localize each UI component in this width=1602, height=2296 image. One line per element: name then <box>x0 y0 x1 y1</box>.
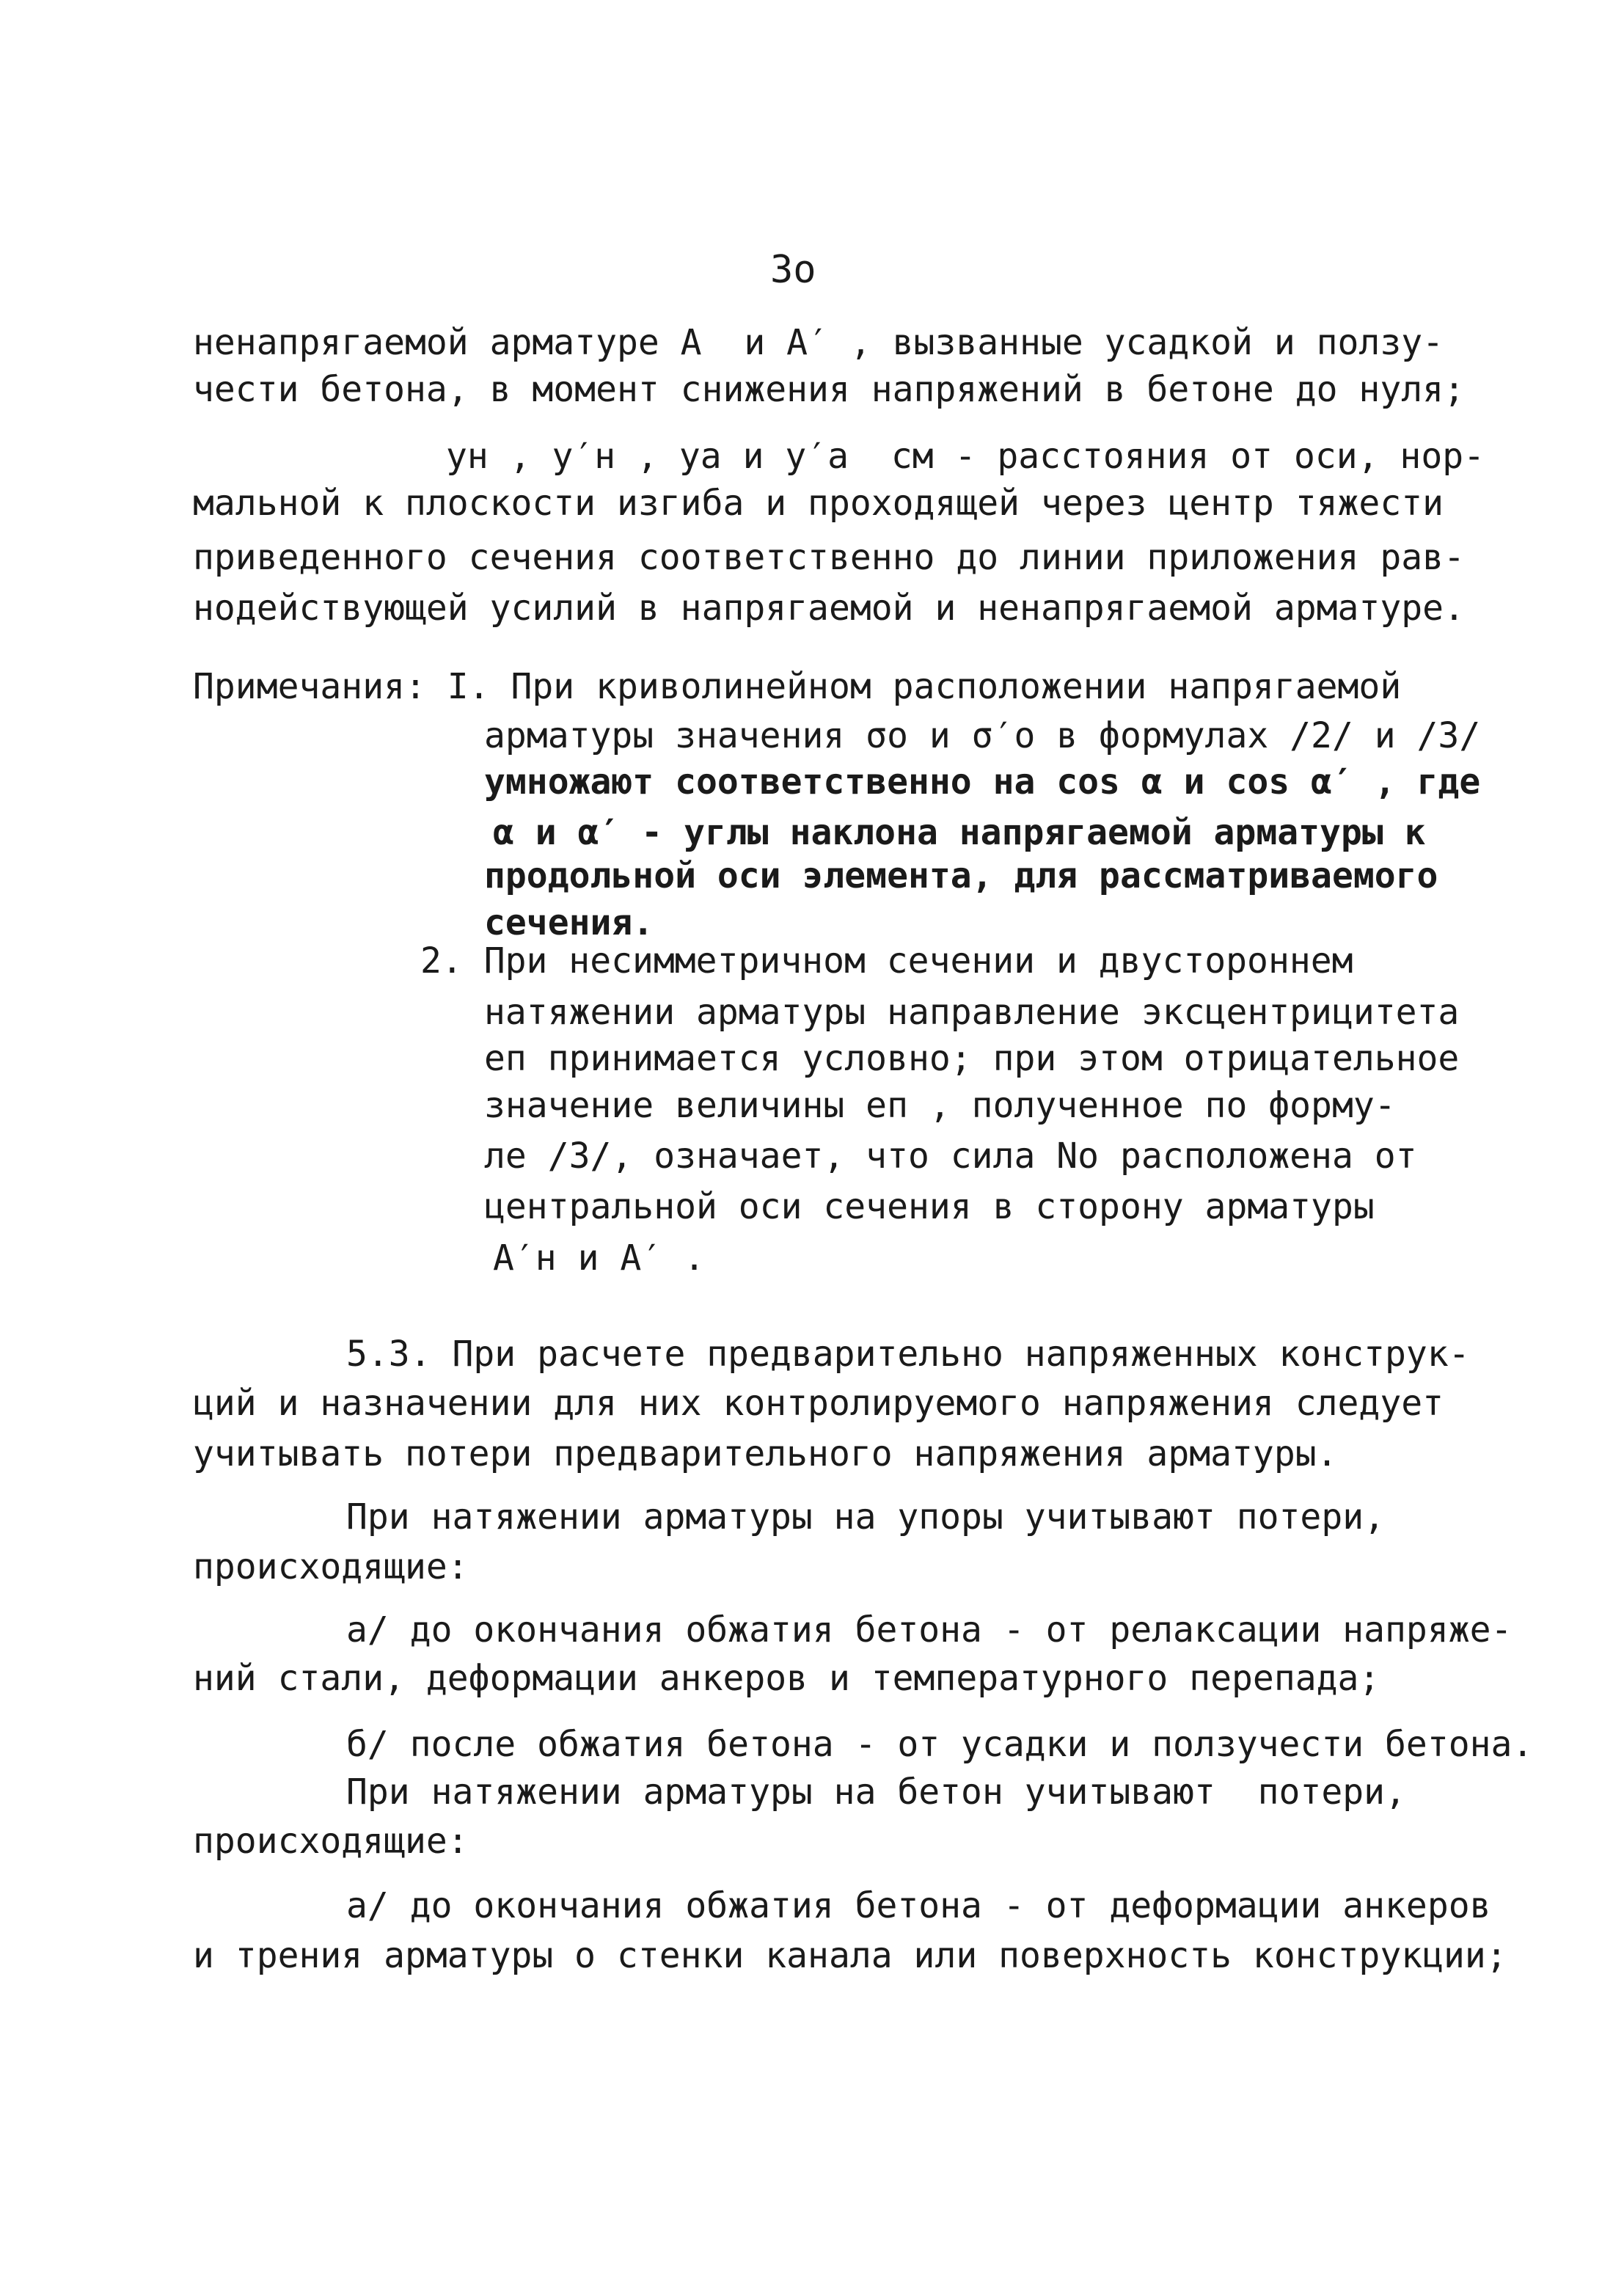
text-line: происходящие: <box>193 1546 469 1587</box>
text-line: ций и назначении для них контролируемого напряжения следует <box>193 1383 1444 1424</box>
text-line: мальной к плоскости изгиба и проходящей через центр тяжести <box>193 483 1444 524</box>
text-line: нодействующей усилий в напрягаемой и ненапрягаемой арматуре. <box>193 588 1465 629</box>
text-line: центральной оси сечения в сторону арматуры <box>484 1186 1375 1227</box>
text-line: 2. При несимметричном сечении и двустороннем <box>420 940 1353 981</box>
text-line: А′н и А′ . <box>493 1237 705 1279</box>
page-number: 3о <box>770 248 816 292</box>
text-line: происходящие: <box>193 1821 469 1862</box>
text-line: умножают соответственно на cos α и cos α′ , где <box>484 761 1481 802</box>
text-line: ний стали, деформации анкеров и температурного перепада; <box>193 1658 1380 1699</box>
text-line: ле /3/, означает, что сила Nо расположена от <box>484 1136 1417 1177</box>
text-line: Примечания: I. При криволинейном расположении напрягаемой <box>193 666 1402 707</box>
text-line: приведенного сечения соответственно до линии приложения рав- <box>193 537 1465 578</box>
text-line: б/ после обжатия бетона - от усадки и ползучести бетона. <box>346 1724 1534 1765</box>
text-line: чести бетона, в момент снижения напряжений в бетоне до нуля; <box>193 369 1465 410</box>
text-line: При натяжении арматуры на бетон учитывают потери, <box>346 1772 1406 1813</box>
text-line: α и α′ - углы наклона напрягаемой арматуры к <box>493 812 1426 853</box>
text-line: учитывать потери предварительного напряжения арматуры. <box>193 1433 1338 1474</box>
text-line: а/ до окончания обжатия бетона - от релаксации напряже- <box>346 1609 1513 1650</box>
text-line: продольной оси элемента, для рассматриваемого <box>484 855 1438 896</box>
text-line: натяжении арматуры направление эксцентрицитета <box>484 992 1460 1033</box>
text-line: yн , y′н , yа и y′а см - расстояния от оси, нор- <box>446 436 1485 477</box>
text-line: арматуры значения σо и σ′о в формулах /2/ и /3/ <box>484 715 1481 756</box>
text-line: сечения. <box>484 902 654 943</box>
text-line: и трения арматуры о стенки канала или поверхность конструкции; <box>193 1935 1507 1976</box>
text-line: значение величины eп , полученное по форму- <box>484 1085 1396 1126</box>
text-line: eп принимается условно; при этом отрицательное <box>484 1038 1460 1079</box>
text-line: При натяжении арматуры на упоры учитывают потери, <box>346 1496 1386 1538</box>
text-line: а/ до окончания обжатия бетона - от деформации анкеров <box>346 1885 1491 1926</box>
text-line: ненапрягаемой арматуре А и А′ , вызванные усадкой и ползу- <box>193 322 1444 363</box>
text-line: 5.3. При расчете предварительно напряженных конструк- <box>346 1334 1470 1375</box>
